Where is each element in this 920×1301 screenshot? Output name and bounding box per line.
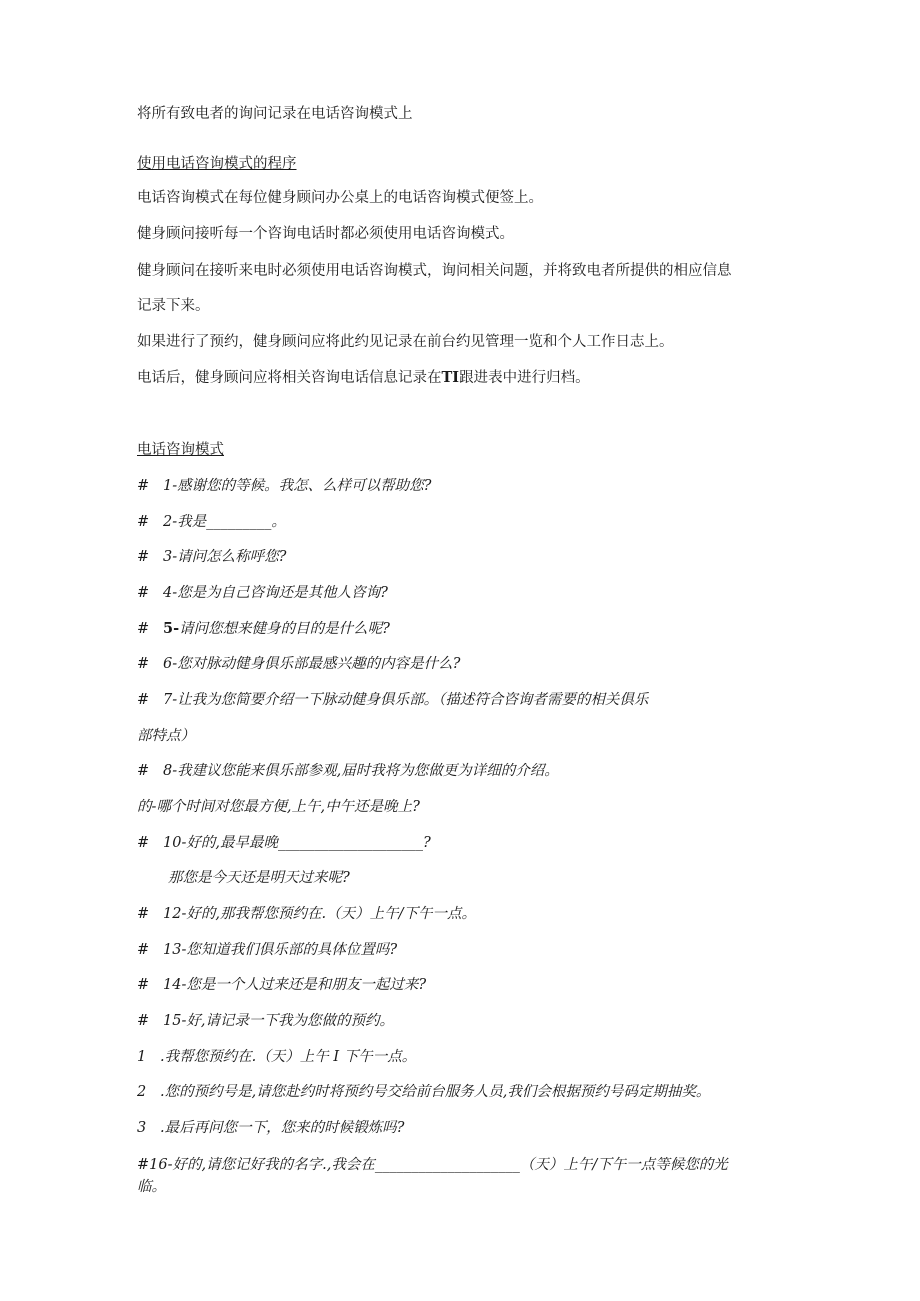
paragraph: 如果进行了预约，健身顾问应将此约见记录在前台约见管理一览和个人工作日志上。 [137, 334, 674, 350]
numbered-item: 2 .您的预约号是,请您赴约时将预约号交给前台服务人员,我们会根据预约号码定期抽奖。 [137, 1084, 711, 1100]
script-line: # 1-感谢您的等候。我怎、么样可以帮助您? [137, 478, 432, 494]
hash-marker: # [137, 656, 150, 672]
script-line-continued: 临。 [137, 1179, 166, 1195]
script-line: # 4-您是为自己咨询还是其他人咨询? [137, 585, 388, 601]
hash-marker: # [137, 514, 150, 530]
script-line: # 13-您知道我们俱乐部的具体位置吗? [137, 942, 398, 958]
paragraph: 电话咨询模式在每位健身顾问办公桌上的电话咨询模式便签上。 [137, 190, 543, 206]
script-line: 那您是今天还是明天过来呢? [168, 870, 350, 886]
hash-marker: # [137, 942, 150, 958]
hash-marker: # [137, 977, 150, 993]
section-heading-procedure: 使用电话咨询模式的程序 [137, 156, 297, 172]
script-line: # 14-您是一个人过来还是和朋友一起过来? [137, 977, 427, 993]
paragraph-text: 跟进表中进行归档。 [459, 370, 590, 386]
script-line: # 5-请问您想来健身的目的是什么呢? [137, 620, 390, 637]
hash-marker: # [137, 1013, 150, 1029]
script-line: # 10-好的,最早最晚____________________? [137, 835, 431, 851]
script-line: # 12-好的,那我帮您预约在.（天）上午/下午一点。 [137, 906, 476, 922]
script-line-continued: 部特点） [137, 728, 195, 744]
script-line: # 2-我是_________。 [137, 514, 286, 530]
paragraph: 记录下来。 [137, 298, 210, 314]
intro-text: 将所有致电者的询问记录在电话咨询模式上 [137, 106, 413, 122]
script-line: #16-好的,请您记好我的名字.,我会在____________________（天）上午/下午一点等候您的光 [137, 1157, 728, 1173]
section-heading-script: 电话咨询模式 [137, 442, 224, 458]
script-line: # 8-我建议您能来俱乐部参观,届时我将为您做更为详细的介绍。 [137, 763, 559, 779]
numbered-item: 1 .我帮您预约在.（天）上午 I 下午一点。 [137, 1049, 417, 1065]
script-line: # 3-请问怎么称呼您? [137, 549, 287, 565]
script-line: # 7-让我为您简要介绍一下脉动健身俱乐部。（描述符合咨询者需要的相关俱乐 [137, 692, 649, 708]
script-line: # 6-您对脉动健身俱乐部最感兴趣的内容是什么? [137, 656, 461, 672]
paragraph-archive [137, 368, 590, 388]
script-line: 的-哪个时间对您最方便,上午,中午还是晚上? [137, 799, 420, 815]
ti-label: TI [441, 369, 460, 386]
hash-marker: # [137, 763, 150, 779]
paragraph: 健身顾问在接听来电时必须使用电话咨询模式，询问相关问题，并将致电者所提供的相应信息 [137, 263, 732, 279]
hash-marker: # [137, 692, 150, 708]
paragraph: 健身顾问接听每一个咨询电话时都必须使用电话咨询模式。 [137, 226, 514, 242]
hash-marker: # [137, 478, 150, 494]
paragraph-text: 电话后，健身顾问应将相关咨询电话信息记录在 [137, 370, 442, 386]
hash-marker: # [137, 621, 150, 637]
hash-marker: # [137, 835, 150, 851]
hash-marker: # [137, 906, 150, 922]
hash-marker: # [137, 585, 150, 601]
numbered-item: 3 .最后再问您一下，您来的时候锻炼吗? [137, 1120, 405, 1136]
script-line: # 15-好,请记录一下我为您做的预约。 [137, 1013, 394, 1029]
hash-marker: # [137, 549, 150, 565]
